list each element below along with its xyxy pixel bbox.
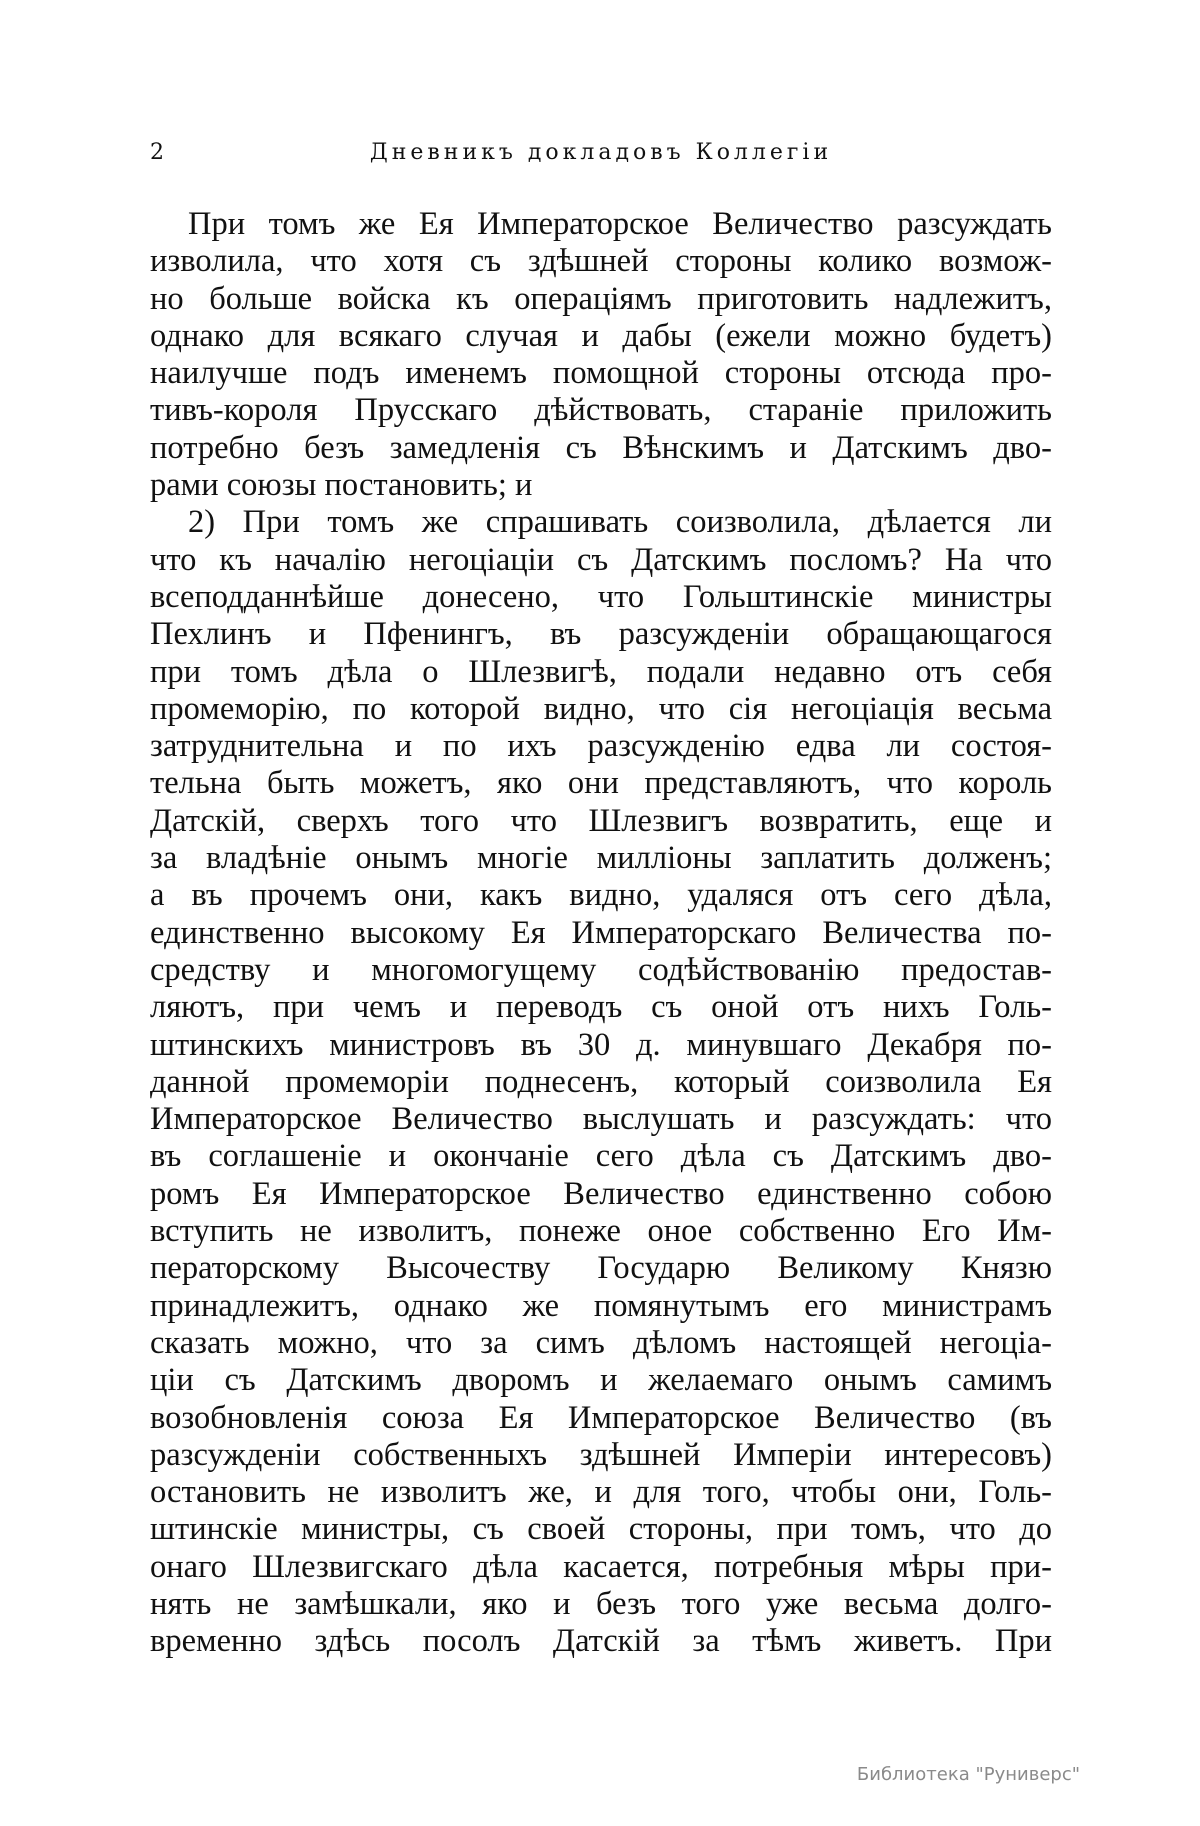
text-line: рами союзы постановить; и [150,467,533,504]
text-line: возобновленія союза Ея Императорское Величество (въ [150,1399,1052,1436]
text-line: при томъ дѣла о Шлезвигѣ, подали недавно отъ себя [150,653,1052,690]
text-line: остановить не изволитъ же, и для того, чтобы они, Голь- [150,1474,1052,1511]
text-line: что къ началію негоціаціи съ Датскимъ посломъ? На что [150,541,1052,578]
text-line: разсужденіи собственныхъ здѣшней Имперіи интересовъ) [150,1436,1052,1473]
text-line: средству и многомогущему содѣйствованію предостав- [150,951,1052,988]
page-number: 2 [150,140,164,165]
text-line: тельна быть можетъ, яко они представляютъ, что король [150,765,1052,802]
text-line: всеподданнѣйше донесено, что Гольштинскіе министры [150,578,1052,615]
text-line: ромъ Ея Императорское Величество единственно собою [150,1175,1052,1212]
text-line: ляютъ, при чемъ и переводъ съ оной отъ нихъ Голь- [150,989,1052,1026]
text-line: онаго Шлезвигскаго дѣла касается, потребныя мѣры при- [150,1548,1052,1585]
text-line: но больше войска къ операціямъ приготовить надлежитъ, [150,280,1052,317]
text-line: промеморію, по которой видно, что сія негоціація весьма [150,690,1052,727]
text-line: ператорскому Высочеству Государю Великому Князю [150,1250,1052,1287]
text-line: штинскіе министры, съ своей стороны, при томъ, что до [150,1511,1052,1548]
text-line: принадлежитъ, однако же помянутымъ его министрамъ [150,1287,1052,1324]
text-line: затруднительна и по ихъ разсужденію едва ли состоя- [150,728,1052,765]
running-head [150,140,1052,180]
text-line: штинскихъ министровъ въ 30 д. минувшаго Декабря по- [150,1026,1052,1063]
running-title: Дневникъ докладовъ Коллегіи [369,140,833,165]
text-line: тивъ-короля Прусскаго дѣйствовать, стараніе приложить [150,392,1052,429]
library-credit: Библиотека "Руниверс" [856,1764,1080,1785]
text-line: временно здѣсь посолъ Датскій за тѣмъ живетъ. При [150,1623,1052,1660]
text-line: 2) При томъ же спрашивать соизволила, дѣлается ли [188,504,1052,541]
text-line: вступить не изволитъ, понеже оное собственно Его Им- [150,1213,1052,1250]
text-line: единственно высокому Ея Императорскаго Величества по- [150,914,1052,951]
text-line: данной промеморіи поднесенъ, который соизволила Ея [150,1063,1052,1100]
text-line: потребно безъ замедленія съ Вѣнскимъ и Датскимъ дво- [150,429,1052,466]
text-line: а въ прочемъ они, какъ видно, удаляся отъ сего дѣла, [150,877,1052,914]
text-line: Императорское Величество выслушать и разсуждать: что [150,1101,1052,1138]
text-line: При томъ же Ея Императорское Величество разсуждать [188,206,1052,242]
text-line: сказать можно, что за симъ дѣломъ настоящей негоціа- [150,1324,1052,1361]
text-line: ціи съ Датскимъ дворомъ и желаемаго онымъ самимъ [150,1362,1052,1399]
text-line: Датскій, сверхъ того что Шлезвигъ возвратить, еще и [150,802,1052,839]
text-line: за владѣніе онымъ многіе милліоны заплатить долженъ; [150,840,1052,877]
text-line: нять не замѣшкали, яко и безъ того уже весьма долго- [150,1585,1052,1622]
text-line: въ соглашеніе и окончаніе сего дѣла съ Датскимъ дво- [150,1138,1052,1175]
body-text [150,206,1052,1661]
text-line: наилучше подъ именемъ помощной стороны отсюда про- [150,355,1052,392]
text-line: изволила, что хотя съ здѣшней стороны колико возмож- [150,243,1052,280]
text-line: Пехлинъ и Пфенингъ, въ разсужденіи обращающагося [150,616,1052,653]
text-line: однако для всякаго случая и дабы (ежели можно будетъ) [150,317,1052,354]
